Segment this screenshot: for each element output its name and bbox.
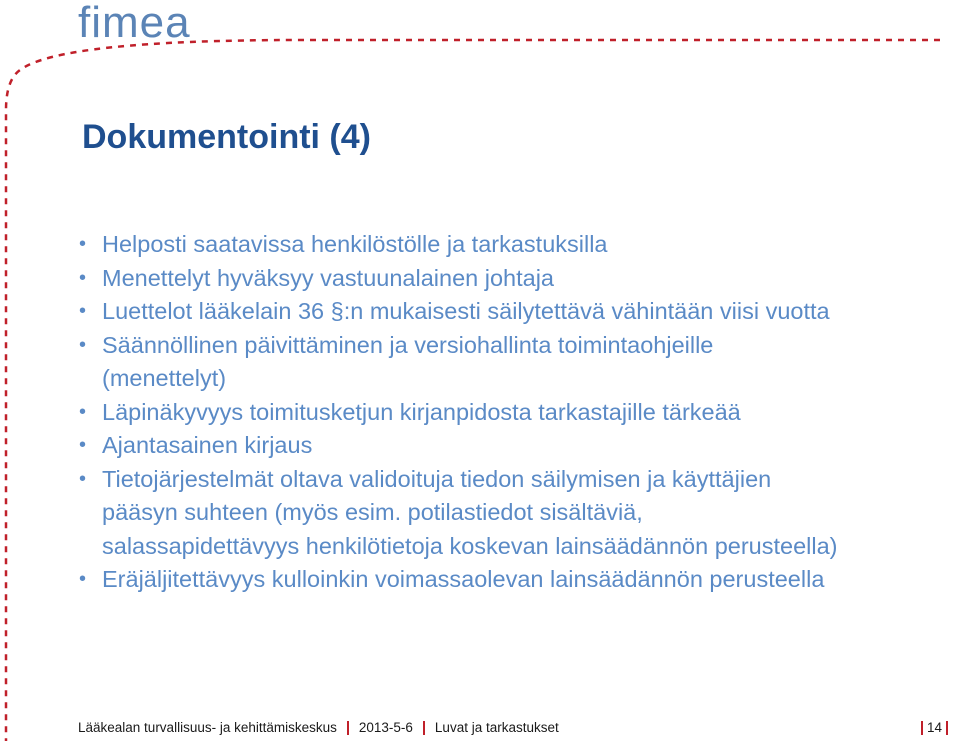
- bullet-item: • Tietojärjestelmät oltava validoituja tiedon säilymisen ja käyttäjien pääsyn suhteen (myös esim. potilastiedot sisältäviä, salassapidettävyys henkilötietoja koskevan lainsäädännön perusteella): [78, 463, 838, 564]
- logo-text: fimea: [78, 0, 191, 47]
- bullet-icon: •: [79, 434, 87, 456]
- bullet-icon: •: [79, 266, 87, 289]
- bullet-item: • Helposti saatavissa henkilöstölle ja tarkastuksilla: [78, 228, 838, 262]
- bullet-item: • Ajantasainen kirjaus: [78, 429, 838, 463]
- bullet-icon: •: [79, 400, 87, 423]
- bullet-item: • Luettelot lääkelain 36 §:n mukaisesti säilytettävä vähintään viisi vuotta: [78, 295, 838, 329]
- bullet-icon: •: [79, 568, 87, 590]
- bullet-icon: •: [79, 300, 87, 322]
- bullet-item: • Menettelyt hyväksyy vastuunalainen johtaja: [78, 262, 838, 296]
- page-number-box: [917, 720, 952, 735]
- slide-footer: [78, 720, 952, 735]
- bullet-item: • Eräjäljitettävyys kulloinkin voimassaolevan lainsäädännön perusteella: [78, 563, 838, 597]
- footer-separator: [946, 721, 948, 735]
- bullet-item: • Säännöllinen päivittäminen ja versiohallinta toimintaohjeille (menettelyt): [78, 329, 838, 396]
- footer-separator: [347, 721, 349, 735]
- footer-org: Lääkealan turvallisuus- ja kehittämiskeskus: [78, 720, 337, 735]
- footer-section: Luvat ja tarkastukset: [434, 720, 559, 735]
- bullet-icon: •: [79, 467, 87, 490]
- slide-title: Dokumentointi (4): [82, 118, 371, 156]
- bullet-item: • Läpinäkyvyys toimitusketjun kirjanpidosta tarkastajille tärkeää: [78, 396, 838, 430]
- bullet-list: [78, 228, 838, 597]
- bullet-icon: •: [79, 333, 87, 356]
- footer-separator: [423, 721, 425, 735]
- page-number: 14: [926, 720, 942, 735]
- bullet-icon: •: [79, 233, 87, 255]
- footer-date: 2013-5-6: [358, 720, 413, 735]
- footer-separator: [921, 721, 923, 735]
